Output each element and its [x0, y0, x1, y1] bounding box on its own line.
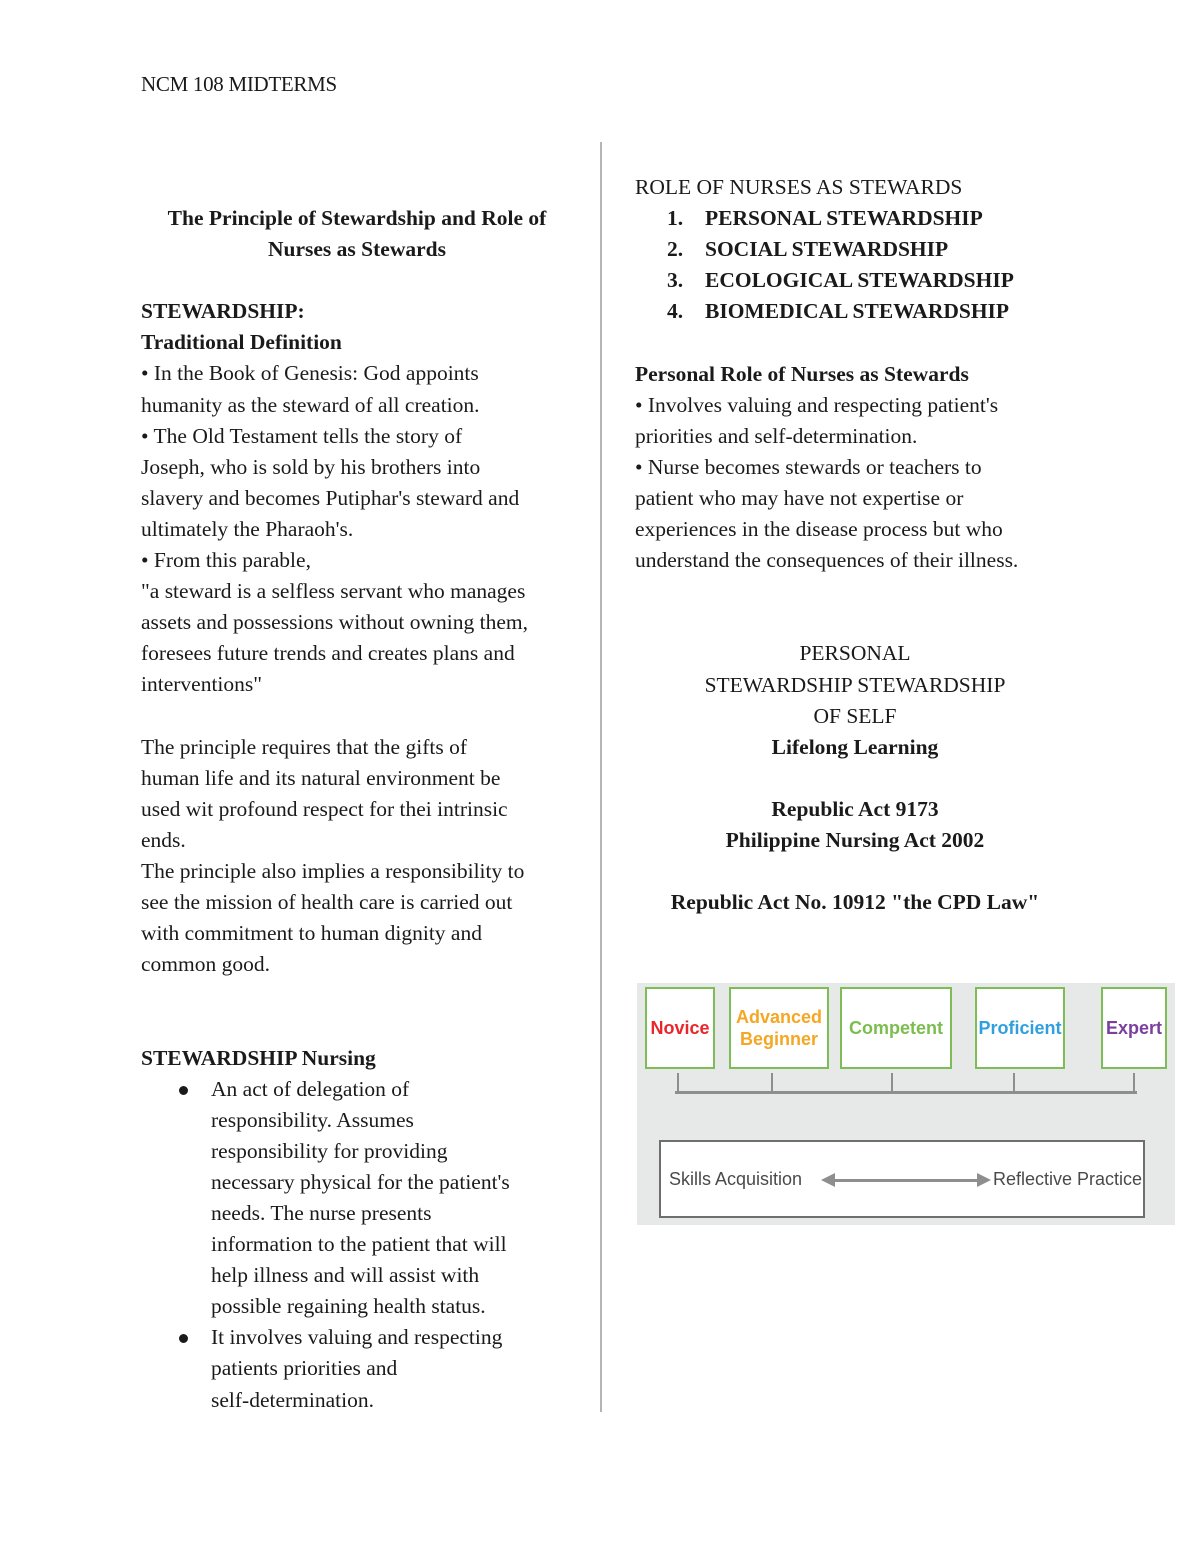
text-line: responsibility. Assumes — [211, 1107, 414, 1132]
text-line: The principle requires that the gifts of — [141, 734, 467, 759]
list-number: 1. — [667, 206, 684, 231]
text-line: information to the patient that will — [211, 1232, 507, 1257]
connector-baseline — [675, 1091, 1137, 1094]
stage-label: Advanced — [735, 1007, 823, 1027]
stewardship-nursing-list — [141, 1074, 573, 1416]
text-line: The principle also implies a responsibility to — [141, 858, 525, 883]
text-line: responsibility for providing — [211, 1138, 448, 1163]
reflective-practice-label: Reflective Practice — [993, 1169, 1143, 1189]
text-line: needs. The nurse presents — [211, 1201, 432, 1225]
text-line: ends. — [141, 827, 186, 852]
text-line: self-determination. — [211, 1387, 374, 1412]
double-arrow-line — [833, 1179, 979, 1182]
stage-label: Competent — [849, 1018, 943, 1038]
list-item — [635, 203, 1075, 234]
bullet-icon — [179, 1334, 188, 1343]
text-line: necessary physical for the patient's — [211, 1169, 510, 1194]
right-column — [635, 172, 1075, 918]
traditional-definition-heading: Traditional Definition — [141, 330, 342, 355]
text-line: • From this parable, — [141, 548, 311, 573]
text-line: priorities and self-determination. — [635, 423, 918, 448]
lifelong-learning: Lifelong Learning — [771, 734, 939, 759]
stewardship-heading: STEWARDSHIP: — [141, 299, 305, 324]
connector-line — [1013, 1073, 1015, 1093]
text-line: STEWARDSHIP STEWARDSHIP — [704, 672, 1006, 697]
text-line: It involves valuing and respecting — [211, 1325, 503, 1350]
text-line: experiences in the disease process but who — [635, 517, 1003, 542]
stage-box-proficient — [975, 987, 1065, 1069]
stage-box-competent — [840, 987, 952, 1069]
text-line: "a steward is a selfless servant who manages — [141, 579, 526, 604]
text-line: slavery and becomes Putiphar's steward and — [141, 485, 520, 510]
roles-list — [635, 203, 1075, 327]
text-line: humanity as the steward of all creation. — [141, 392, 480, 417]
text-line: • Nurse becomes stewards or teachers to — [635, 454, 982, 479]
list-item — [635, 296, 1075, 327]
list-number: 4. — [667, 299, 684, 324]
left-column — [141, 203, 573, 1416]
text-line: human life and its natural environment be — [141, 765, 501, 790]
connector-line — [677, 1073, 679, 1093]
list-label: SOCIAL STEWARDSHIP — [705, 237, 949, 262]
text-line: patients priorities and — [211, 1356, 398, 1381]
text-line: see the mission of health care is carried out — [141, 890, 513, 915]
text-line: interventions" — [141, 672, 263, 697]
stage-box-novice — [645, 987, 715, 1069]
personal-role-heading: Personal Role of Nurses as Stewards — [635, 361, 969, 386]
column-divider — [600, 142, 602, 1412]
list-number: 3. — [667, 268, 684, 293]
stewardship-nursing-heading: STEWARDSHIP Nursing — [141, 1045, 376, 1070]
stage-label: Proficient — [978, 1018, 1062, 1038]
stage-label: Beginner — [739, 1029, 818, 1049]
connector-line — [771, 1073, 773, 1093]
text-line: ultimately the Pharaoh's. — [141, 516, 354, 541]
personal-role-text — [635, 390, 1075, 577]
stage-label: Expert — [1105, 1018, 1163, 1038]
text-line: with commitment to human dignity and — [141, 921, 482, 946]
list-item — [635, 234, 1075, 265]
philippine-nursing-act: Philippine Nursing Act 2002 — [725, 827, 985, 852]
list-item — [141, 1322, 573, 1415]
list-label: BIOMEDICAL STEWARDSHIP — [705, 299, 1010, 324]
list-label: ECOLOGICAL STEWARDSHIP — [705, 268, 1014, 293]
traditional-definition-text — [141, 358, 573, 700]
text-line: OF SELF — [813, 703, 897, 728]
stage-box-advanced-beginner — [729, 987, 829, 1069]
text-line: understand the consequences of their illness. — [635, 548, 1019, 573]
text-line: Joseph, who is sold by his brothers into — [141, 454, 481, 479]
bullet-icon — [179, 1086, 188, 1095]
stage-label: Novice — [650, 1018, 710, 1038]
text-line: • Involves valuing and respecting patient's — [635, 392, 999, 417]
text-line: • The Old Testament tells the story of — [141, 423, 463, 448]
list-number: 2. — [667, 237, 684, 262]
principle-text — [141, 732, 573, 981]
text-line: help illness and will assist with — [211, 1263, 480, 1288]
text-line: • In the Book of Genesis: God appoints — [141, 361, 479, 386]
text-line: possible regaining health status. — [211, 1294, 486, 1319]
text-line: patient who may have not expertise or — [635, 485, 964, 510]
document-title-line2: Nurses as Stewards — [268, 237, 446, 262]
document-title-line1: The Principle of Stewardship and Role of — [167, 206, 547, 230]
republic-act-10912: Republic Act No. 10912 "the CPD Law" — [670, 890, 1040, 915]
skills-acquisition-label: Skills Acquisition — [669, 1169, 803, 1189]
role-of-nurses-heading: ROLE OF NURSES AS STEWARDS — [635, 175, 963, 199]
text-line: PERSONAL — [799, 641, 911, 666]
text-line: common good. — [141, 952, 270, 977]
connector-line — [891, 1073, 893, 1093]
republic-act-9173: Republic Act 9173 — [771, 796, 939, 821]
stage-box-expert — [1101, 987, 1167, 1069]
text-line: used wit profound respect for thei intrinsic — [141, 796, 508, 821]
arrow-right-icon — [977, 1173, 991, 1187]
text-line: foresees future trends and creates plans and — [141, 641, 515, 666]
connector-line — [1133, 1073, 1135, 1093]
skills-spectrum-box — [659, 1140, 1145, 1218]
personal-stewardship-block — [635, 638, 1075, 918]
skills-progression-diagram — [637, 983, 1175, 1225]
list-label: PERSONAL STEWARDSHIP — [705, 206, 983, 231]
text-line: assets and possessions without owning them, — [141, 610, 528, 635]
list-item — [141, 1074, 573, 1323]
text-line: An act of delegation of — [211, 1076, 410, 1101]
list-item — [635, 265, 1075, 296]
page-header: NCM 108 MIDTERMS — [141, 72, 337, 96]
